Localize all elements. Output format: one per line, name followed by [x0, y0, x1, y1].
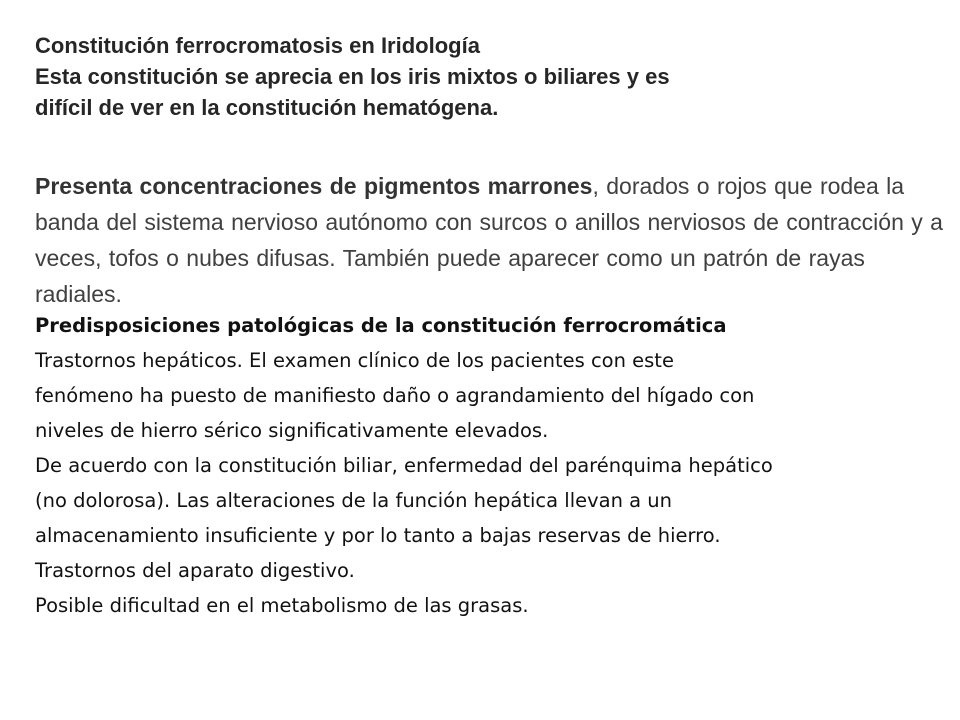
- predisposition-line: De acuerdo con la constitución biliar, enfermedad del parénquima hepático: [35, 454, 773, 477]
- title-block: [35, 30, 935, 123]
- description-paragraph: [35, 168, 945, 312]
- page-title: Constitución ferrocromatosis en Iridología: [35, 33, 480, 58]
- predisposition-line: fenómeno ha puesto de manifiesto daño o agrandamiento del hígado con: [35, 384, 755, 407]
- predisposition-line: niveles de hierro sérico significativamente elevados.: [35, 419, 549, 442]
- description-rest: , dorados o rojos que rodea la banda del sistema nervioso autónomo con surcos o anillos nerviosos de contracción y a veces, tofos o nubes difusas. También puede aparecer como un patrón de rayas radiales.: [35, 173, 943, 307]
- intro-line-1: Esta constitución se aprecia en los iris mixtos o biliares y es: [35, 64, 670, 89]
- predisposition-line: almacenamiento insuficiente y por lo tanto a bajas reservas de hierro.: [35, 524, 721, 547]
- predisposition-line: (no dolorosa). Las alteraciones de la función hepática llevan a un: [35, 489, 673, 512]
- description-bold: Presenta concentraciones de pigmentos marrones: [35, 173, 593, 199]
- intro-line-2: difícil de ver en la constitución hematógena.: [35, 95, 499, 120]
- predisposition-line: Posible dificultad en el metabolismo de las grasas.: [35, 594, 529, 617]
- predispositions-section: [35, 308, 955, 623]
- predisposition-line: Trastornos hepáticos. El examen clínico de los pacientes con este: [35, 349, 674, 372]
- predispositions-heading: Predisposiciones patológicas de la constitución ferrocromática: [35, 314, 727, 337]
- predisposition-line: Trastornos del aparato digestivo.: [35, 559, 355, 582]
